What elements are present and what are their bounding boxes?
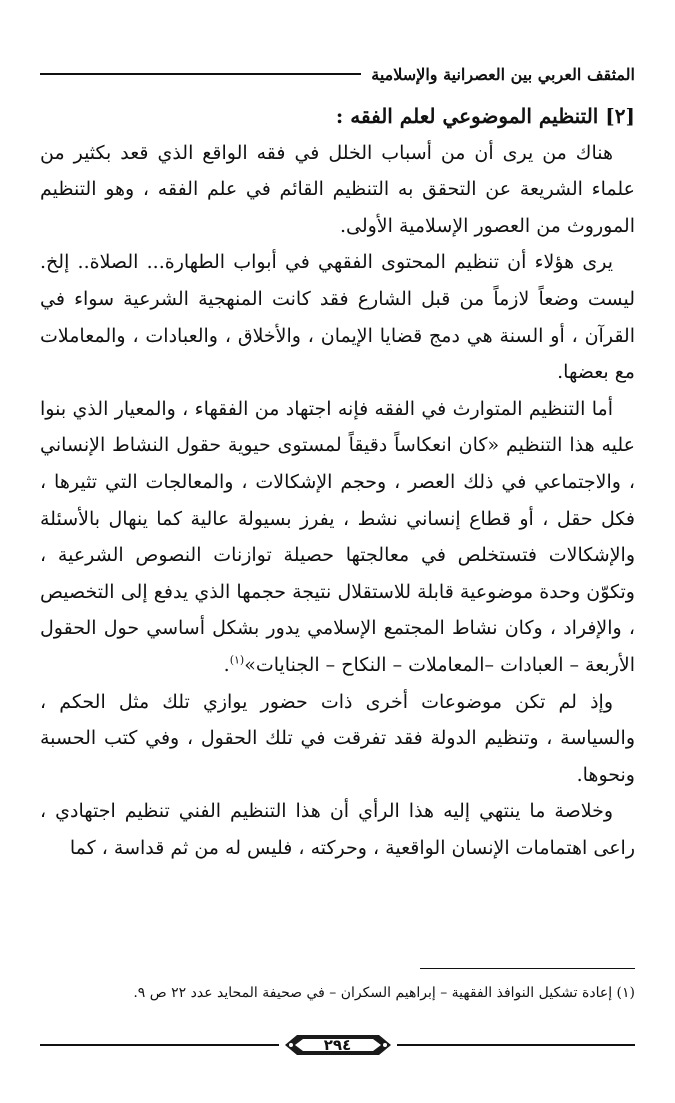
page-number-ornament bbox=[40, 1030, 635, 1060]
running-title: المثقف العربي بين العصرانية والإسلامية bbox=[371, 64, 635, 84]
paragraph-2: يرى هؤلاء أن تنظيم المحتوى الفقهي في أبواب الطهارة... الصلاة.. إلخ. ليست وضعاً لازماً من قبل الشارع فقد كانت المنهجية الشرعية سواء في القرآن ، أو السنة هي دمج قضايا الإيمان ، والأخلاق ، والعبادات ، والمعاملات مع بعضها. bbox=[40, 251, 635, 384]
footnote: (١) إعادة تشكيل النوافذ الفقهية – إبراهيم السكران – في صحيفة المحايد عدد ٢٢ ص ٩. bbox=[133, 985, 635, 1001]
header-rule bbox=[40, 73, 361, 75]
folio-rule-left bbox=[40, 1044, 279, 1046]
footnote-separator bbox=[420, 968, 635, 969]
running-header bbox=[40, 60, 635, 88]
paragraph-3: أما التنظيم المتوارث في الفقه فإنه اجتهاد من الفقهاء ، والمعيار الذي بنوا عليه هذا التنظيم «كان انعكاساً دقيقاً لمستوى حيوية حقول النشاط الإنساني ، والاجتماعي في ذلك العصر ، وحجم الإشكالات ، والمعالجات التي تثيرها ، فكل حقل ، أو قطاع إنساني نشط ، يفرز بسيولة عالية كما ينهال بالأسئلة والإشكالات فتستخلص في معالجتها حصيلة توازنات النصوص الشرعية ، وتكوّن وحدة موضوعية قابلة للاستقلال نتيجة حجمها الذي يدفع إلى التخصيص ، والإفراد ، وكان نشاط المجتمع الإسلامي يدور بشكل أساسي حول الحقول الأربعة – العبادات –المعاملات – النكاح – الجنايات»$^{(١)}$. bbox=[40, 397, 635, 676]
footnote-reference: (١) bbox=[229, 653, 245, 667]
paragraph-4: وإذ لم تكن موضوعات أخرى ذات حضور يوازي تلك مثل الحكم ، والسياسة ، وتنظيم الدولة فقد تفرقت في تلك الحقول ، وفي كتب الحسبة ونحوها. bbox=[40, 690, 635, 786]
paragraph-5: وخلاصة ما ينتهي إليه هذا الرأي أن هذا التنظيم الفني تنظيم اجتهادي ، راعى اهتمامات الإنسان الواقعية ، وحركته ، فليس له من ثم قداسة ، كما bbox=[40, 800, 635, 859]
page-number: ٢٩٤ bbox=[323, 1036, 352, 1054]
body-text bbox=[40, 98, 635, 866]
section-heading: [٢] التنظيم الموضوعي لعلم الفقه : bbox=[335, 104, 635, 128]
page-number-badge bbox=[283, 1031, 393, 1059]
folio-rule-right bbox=[397, 1044, 636, 1046]
paragraph-1: هناك من يرى أن من أسباب الخلل في فقه الواقع الذي قعد بكثير من علماء الشريعة عن التحقق به التنظيم القائم في علم الفقه ، وهو التنظيم الموروث من العصور الإسلامية الأولى. bbox=[40, 141, 635, 237]
paragraph-3-text: أما التنظيم المتوارث في الفقه فإنه اجتهاد من الفقهاء ، والمعيار الذي بنوا عليه هذا التنظيم «كان انعكاساً دقيقاً لمستوى حيوية حقول النشاط الإنساني ، والاجتماعي في ذلك العصر ، وحجم الإشكالات ، والمعالجات التي تثيرها ، فكل حقل ، أو قطاع إنساني نشط ، يفرز بسيولة عالية كما ينهال بالأسئلة والإشكالات فتستخلص في معالجتها حصيلة توازنات النصوص الشرعية ، وتكوّن وحدة موضوعية قابلة للاستقلال نتيجة حجمها الذي يدفع إلى التخصيص ، والإفراد ، وكان نشاط المجتمع الإسلامي يدور بشكل أساسي حول الحقول الأربعة – العبادات –المعاملات – النكاح – الجنايات» bbox=[40, 397, 635, 676]
